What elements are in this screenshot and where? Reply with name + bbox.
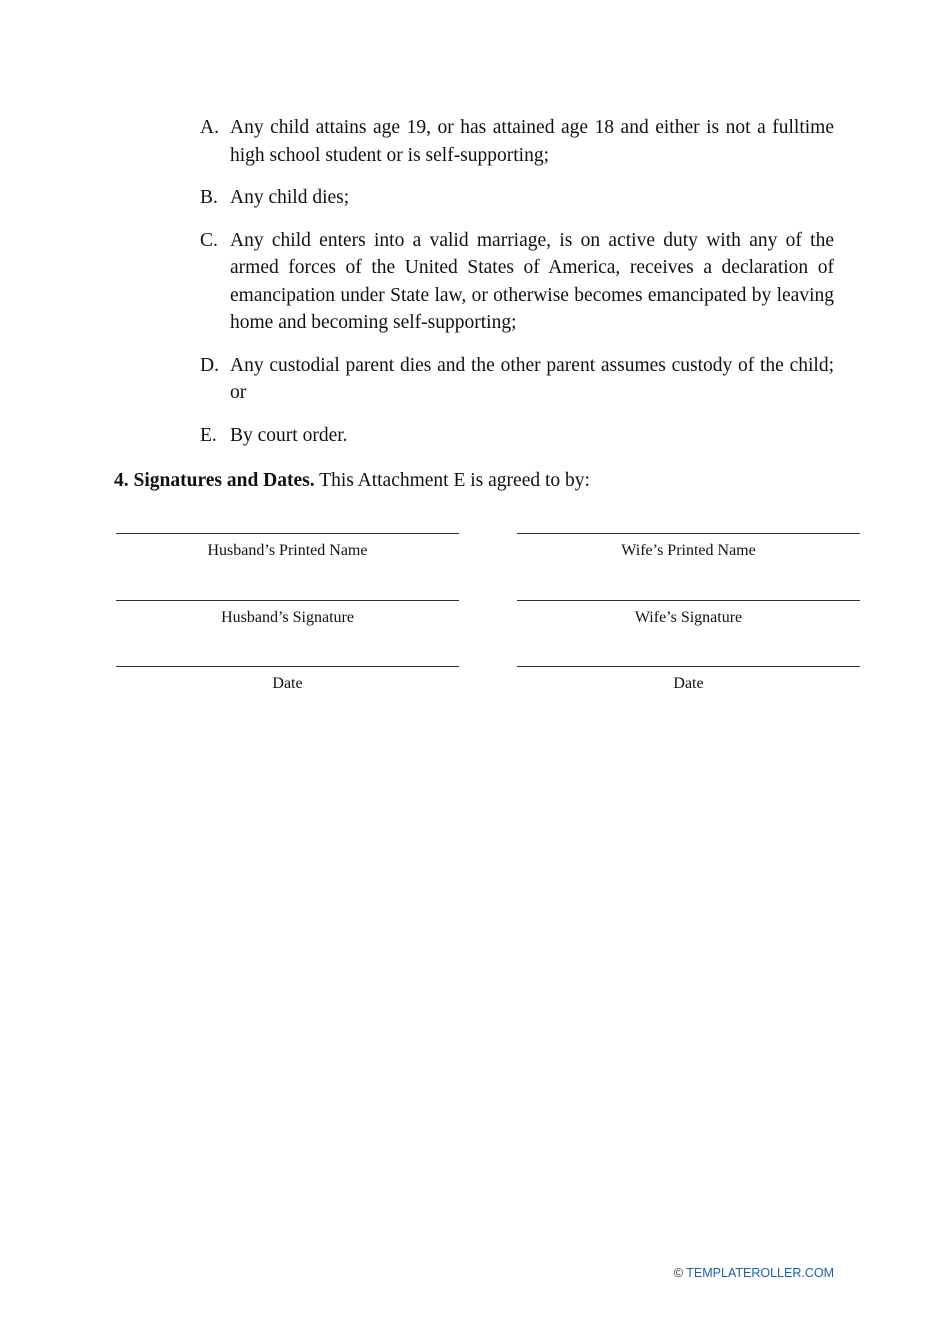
footer-watermark xyxy=(674,1266,834,1280)
wife-signature-label: Wife’s Signature xyxy=(634,609,743,626)
section-heading-text: This Attachment E is agreed to by: xyxy=(314,470,590,491)
husband-signature-line[interactable] xyxy=(116,600,459,601)
list-item-letter: D. xyxy=(200,354,219,376)
wife-printed-name-line[interactable] xyxy=(517,533,860,534)
list-item-text: Any custodial parent dies and the other parent assumes custody of the child; or xyxy=(230,354,834,403)
husband-printed-name-label: Husband’s Printed Name xyxy=(207,542,368,559)
husband-date-line[interactable] xyxy=(116,666,459,667)
list-item xyxy=(200,114,834,169)
list-item-text: By court order. xyxy=(230,424,348,446)
list-item-letter: B. xyxy=(200,187,218,208)
section-heading xyxy=(114,467,834,494)
list-item-letter: A. xyxy=(200,117,219,138)
wife-printed-name-block xyxy=(517,533,860,561)
husband-printed-name-block xyxy=(116,533,459,561)
husband-signature-block xyxy=(116,600,459,628)
termination-conditions-list xyxy=(200,114,834,464)
list-item xyxy=(200,352,834,407)
list-item-letter: E. xyxy=(200,424,217,446)
wife-printed-name-label: Wife’s Printed Name xyxy=(621,542,756,559)
wife-date-block xyxy=(517,666,860,694)
list-item-letter: C. xyxy=(200,229,218,251)
list-item-text: Any child enters into a valid marriage, is on active duty with any of the armed forces of the United States of America, receives a declaration of emancipation under State law, or otherwise becomes emancipated by leaving home and becoming self-supporting; xyxy=(230,229,834,333)
wife-date-line[interactable] xyxy=(517,666,860,667)
section-heading-bold: 4. Signatures and Dates. xyxy=(114,470,315,491)
husband-printed-name-line[interactable] xyxy=(116,533,459,534)
husband-date-label: Date xyxy=(272,675,303,692)
list-item xyxy=(200,227,834,337)
wife-signature-block xyxy=(517,600,860,628)
list-item xyxy=(200,184,834,212)
list-item-text: Any child dies; xyxy=(230,187,350,208)
husband-signature-label: Husband’s Signature xyxy=(221,609,354,626)
wife-date-label: Date xyxy=(673,675,704,692)
footer-site-link[interactable]: TEMPLATEROLLER.COM xyxy=(686,1266,834,1280)
list-item-text: Any child attains age 19, or has attained age 18 and either is not a fulltime high school student or is self-supporting; xyxy=(230,117,834,166)
list-item xyxy=(200,422,834,450)
husband-date-block xyxy=(116,666,459,694)
wife-signature-line[interactable] xyxy=(517,600,860,601)
copyright-icon: © xyxy=(673,1266,684,1280)
